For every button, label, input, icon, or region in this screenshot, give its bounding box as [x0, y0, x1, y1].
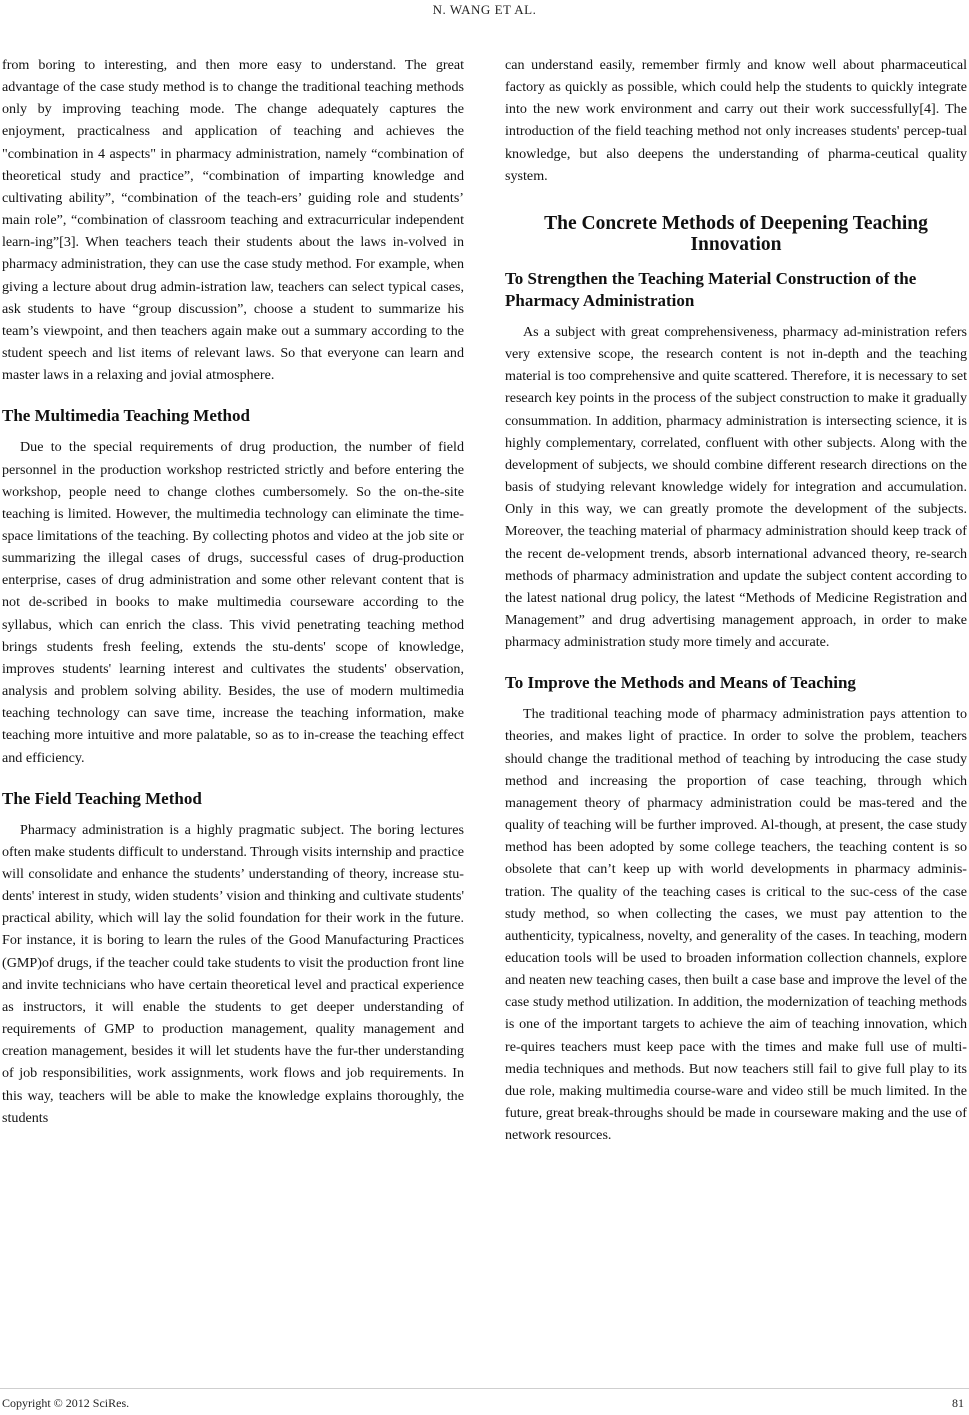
page-number: 81	[952, 1396, 964, 1410]
methods-paragraph: The traditional teaching mode of pharmacy administration pays attention to theories, and makes light of practice. In order to solve the problem, teachers should change the traditional method of teaching by introducing the case study method and increasing the proportion of case teaching, through which management theory of pharmacy administration could be mas-tered and the quality of teaching will be further improved. Al-though, at present, the case study method has been adopted by some college teachers, the teaching content is so obsolete that can’t keep up with world developments in pharmacy adminis-tration. The quality of the teaching cases is critical to the suc-cess of the case study method, so when collecting the cases, we must pay attention to the authenticity, typicalness, novelty, and generality of the cases. In teaching, modern education tools will be used to broaden information collection channels, explore and neaten new teaching cases, then built a case base and improve the level of the case study method utilization. In addition, the modernization of teaching methods is one of the important targets to achieve the aim of teaching innovation, which re-quires teachers must keep pace with the times and make full use of multi-media techniques and methods. But now teachers still fail to give full play to its due role, making multimedia course-ware and video still be much limited. In the future, great break-throughs should be made in courseware making and the use of network resources.	[505, 706, 967, 1144]
copyright-notice: Copyright © 2012 SciRes.	[2, 1396, 130, 1410]
intro-paragraph: from boring to interesting, and then more easy to understand. The great advantage of the case study method is to change the traditional teaching methods only by improving teaching mode. The change adequately captures the enjoyment, practicalness and application of teaching and achieves the "combination in 4 aspects" in pharmacy administration, namely “combination of theoretical study and practice”, “combination of imparting knowledge and cultivating ability”, “combination of the teach-ers’ guiding role and students’ main role”, “combination of classroom teaching and extracurricular independent learn-ing”[3]. When teachers teach their students about the laws in-volved in pharmacy administration, they can use the case study method. For example, when giving a lecture about drug admin-istration law, teachers can select typical cases, ask students to have “group discussion”, choose a student to summarize his team’s viewpoint, and then teachers again make out a summary according to the student speech and list items of relevant laws. So that everyone can learn and master laws in a relaxing and jovial atmosphere.	[2, 57, 464, 384]
continued-paragraph: can understand easily, remember firmly and know well about pharmaceutical factory as quickly as possible, which could help the students to quickly integrate into the new work environment and carry out their work successfully[4]. The introduction of the field teaching method not only increases students' percep-tual knowledge, but also deepens the understanding of pharma-ceutical quality system.	[505, 57, 967, 184]
field-paragraph: Pharmacy administration is a highly pragmatic subject. The boring lectures often make students difficult to understand. Through visits internship and practice will consolidate and enhance the students’ understanding of theory, increase stu-dents' interest in study, widen students’ vision and thinking and cultivate students' practical ability, which will lay the solid foundation for their work in the future. For instance, it is boring to learn the rules of the Good Manufacturing Practices (GMP)of drugs, if the teacher could take students to visit the production front line and invite technicians who have certain theoretical level and practical experience as instructors, it will enable the students to get deeper understanding of requirements of GMP to production management, quality management and creation management, besides it will let students have the fur-ther understanding of job responsibilities, work assignments, work flows and job requirements. In this way, teachers will be able to make the knowledge explains thoroughly, the students	[2, 821, 464, 1126]
right-column	[505, 54, 967, 1146]
methods-heading: To Improve the Methods and Means of Teaching	[505, 673, 856, 693]
left-column	[2, 54, 464, 1129]
field-heading: The Field Teaching Method	[2, 788, 202, 808]
section-heading: The Concrete Methods of Deepening Teaching Innovation	[544, 212, 928, 255]
multimedia-paragraph: Due to the special requirements of drug production, the number of field personnel in the production workshop restricted strictly and before entering the workshop, people need to change clothes cumbersomely. So the on-the-site teaching is limited. However, the multimedia technology can eliminate the time-space limitations of the teaching. By collecting photos and video at the job site or summarizing the illegal cases of drugs, successful cases of drug-production enterprise, cases of drug administration and some other relevant content that is not de-scribed in books to make multimedia courseware according to the syllabus, which can enrich the class. This vivid penetrating teaching method brings students fresh feeling, extends the stu-dents' scope of knowledge, improves students' learning interest and cultivates the students' observation, analysis and problem solving ability. Besides, the use of modern multimedia teaching technology can save time, increase the teaching information, make teaching more intuitive and more palatable, so as to in-crease the teaching effect and efficiency.	[2, 439, 464, 766]
material-heading: To Strengthen the Teaching Material Construction of the Pharmacy Administration	[505, 268, 917, 310]
multimedia-heading: The Multimedia Teaching Method	[2, 406, 250, 426]
running-head: N. WANG ET AL.	[432, 2, 537, 17]
material-paragraph: As a subject with great comprehensiveness, pharmacy ad-ministration refers very extensive scope, the research content is not in-depth and the teaching material is too comprehensive and quite scattered. Therefore, it is necessary to set research key points in the process of the subject construction to make it gradually consummation. In addition, pharmacy administration is intersecting science, it is highly complementary, correlated, confluent with other subjects. Along with the development of subjects, we should combine different research directions on the basis of studying relevant knowledge widely for integration and accumulation. Only in this way, we can greatly promote the development of the subjects. Moreover, the teaching material of pharmacy administration should keep track of the recent de-velopment trends, absorb international advanced theory, re-search methods of pharmacy administration and update the subject content according to the latest national drug policy, the latest “Methods of Medicine Registration and Management” and drug advertising management approach, in order to make pharmacy administration study more timely and accurate.	[505, 323, 967, 651]
footer-rule	[0, 1388, 969, 1389]
